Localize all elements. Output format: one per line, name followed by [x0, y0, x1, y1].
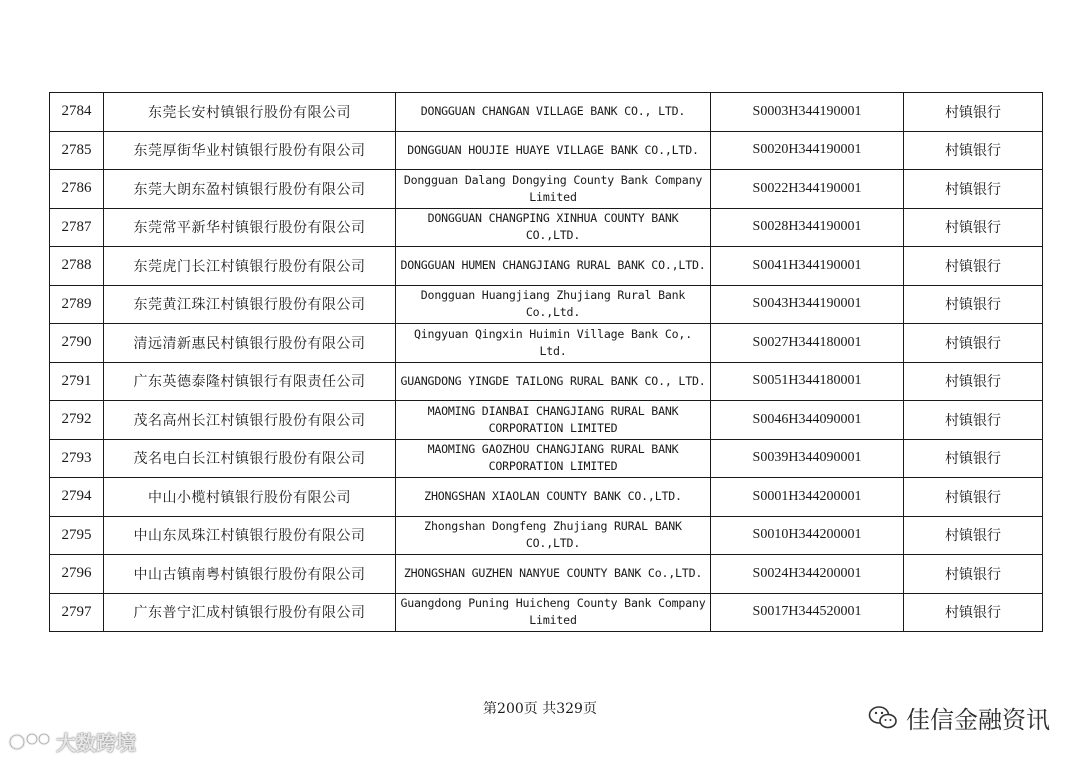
institution-type-cell: 村镇银行: [904, 285, 1043, 324]
row-index-cell: 2794: [50, 478, 104, 517]
institution-type-cell: 村镇银行: [904, 516, 1043, 555]
bank-name-cn-cell: 中山东凤珠江村镇银行股份有限公司: [104, 516, 396, 555]
row-index-cell: 2793: [50, 439, 104, 478]
institution-type-cell: 村镇银行: [904, 324, 1043, 363]
institution-type-cell: 村镇银行: [904, 401, 1043, 440]
row-index-cell: 2797: [50, 593, 104, 632]
row-index-cell: 2786: [50, 170, 104, 209]
bank-name-en-cell: ZHONGSHAN GUZHEN NANYUE COUNTY BANK Co.,LTD.: [396, 555, 711, 594]
bank-name-cn-cell: 茂名电白长江村镇银行股份有限公司: [104, 439, 396, 478]
table-body: [50, 93, 1043, 632]
institution-type-cell: 村镇银行: [904, 93, 1043, 132]
bank-name-en-cell: GUANGDONG YINGDE TAILONG RURAL BANK CO., LTD.: [396, 362, 711, 401]
wechat-watermark: [868, 700, 1050, 735]
brand-logo-icon: [8, 731, 52, 753]
bank-registry-table: [49, 92, 1043, 632]
bank-name-en-cell: DONGGUAN HUMEN CHANGJIANG RURAL BANK CO.,LTD.: [396, 247, 711, 286]
bank-name-cn-cell: 东莞长安村镇银行股份有限公司: [104, 93, 396, 132]
bank-name-cn-cell: 中山古镇南粤村镇银行股份有限公司: [104, 555, 396, 594]
table-row: [50, 555, 1043, 594]
table-row: [50, 593, 1043, 632]
table-row: [50, 439, 1043, 478]
bank-name-en-cell: MAOMING GAOZHOU CHANGJIANG RURAL BANK CORPORATION LIMITED: [396, 439, 711, 478]
bank-name-cn-cell: 东莞虎门长江村镇银行股份有限公司: [104, 247, 396, 286]
institution-code-cell: S0020H344190001: [711, 131, 904, 170]
row-index-cell: 2795: [50, 516, 104, 555]
institution-code-cell: S0039H344090001: [711, 439, 904, 478]
table-row: [50, 362, 1043, 401]
institution-type-cell: 村镇银行: [904, 555, 1043, 594]
bank-name-en-cell: DONGGUAN CHANGAN VILLAGE BANK CO., LTD.: [396, 93, 711, 132]
institution-code-cell: S0041H344190001: [711, 247, 904, 286]
bank-name-cn-cell: 广东普宁汇成村镇银行股份有限公司: [104, 593, 396, 632]
institution-type-cell: 村镇银行: [904, 208, 1043, 247]
institution-code-cell: S0027H344180001: [711, 324, 904, 363]
row-index-cell: 2784: [50, 93, 104, 132]
wechat-icon: [868, 705, 898, 731]
bank-name-cn-cell: 东莞厚街华业村镇银行股份有限公司: [104, 131, 396, 170]
bank-name-cn-cell: 茂名高州长江村镇银行股份有限公司: [104, 401, 396, 440]
bank-name-cn-cell: 广东英德泰隆村镇银行有限责任公司: [104, 362, 396, 401]
institution-code-cell: S0017H344520001: [711, 593, 904, 632]
institution-type-cell: 村镇银行: [904, 478, 1043, 517]
row-index-cell: 2789: [50, 285, 104, 324]
institution-code-cell: S0003H344190001: [711, 93, 904, 132]
institution-code-cell: S0028H344190001: [711, 208, 904, 247]
row-index-cell: 2787: [50, 208, 104, 247]
bank-name-cn-cell: 东莞大朗东盈村镇银行股份有限公司: [104, 170, 396, 209]
row-index-cell: 2796: [50, 555, 104, 594]
institution-code-cell: S0001H344200001: [711, 478, 904, 517]
site-watermark-text: 大数跨境: [56, 731, 136, 755]
institution-type-cell: 村镇银行: [904, 131, 1043, 170]
institution-type-cell: 村镇银行: [904, 362, 1043, 401]
bank-name-en-cell: Dongguan Dalang Dongying County Bank Company Limited: [396, 170, 711, 209]
row-index-cell: 2792: [50, 401, 104, 440]
bank-name-en-cell: Guangdong Puning Huicheng County Bank Company Limited: [396, 593, 711, 632]
table-row: [50, 170, 1043, 209]
table-row: [50, 285, 1043, 324]
site-watermark: [8, 727, 136, 756]
institution-code-cell: S0043H344190001: [711, 285, 904, 324]
bank-name-cn-cell: 中山小榄村镇银行股份有限公司: [104, 478, 396, 517]
bank-name-en-cell: DONGGUAN HOUJIE HUAYE VILLAGE BANK CO.,LTD.: [396, 131, 711, 170]
institution-code-cell: S0022H344190001: [711, 170, 904, 209]
table-row: [50, 208, 1043, 247]
bank-name-en-cell: Zhongshan Dongfeng Zhujiang RURAL BANK CO.,LTD.: [396, 516, 711, 555]
bank-name-en-cell: MAOMING DIANBAI CHANGJIANG RURAL BANK CORPORATION LIMITED: [396, 401, 711, 440]
row-index-cell: 2790: [50, 324, 104, 363]
table-row: [50, 247, 1043, 286]
row-index-cell: 2788: [50, 247, 104, 286]
page-number: 第200页 共329页: [483, 701, 597, 717]
bank-name-en-cell: ZHONGSHAN XIAOLAN COUNTY BANK CO.,LTD.: [396, 478, 711, 517]
institution-code-cell: S0024H344200001: [711, 555, 904, 594]
bank-name-en-cell: Dongguan Huangjiang Zhujiang Rural Bank Co.,Ltd.: [396, 285, 711, 324]
table-row: [50, 93, 1043, 132]
row-index-cell: 2785: [50, 131, 104, 170]
institution-code-cell: S0046H344090001: [711, 401, 904, 440]
bank-name-cn-cell: 东莞黄江珠江村镇银行股份有限公司: [104, 285, 396, 324]
table-row: [50, 401, 1043, 440]
institution-code-cell: S0010H344200001: [711, 516, 904, 555]
table-row: [50, 478, 1043, 517]
institution-code-cell: S0051H344180001: [711, 362, 904, 401]
bank-name-en-cell: Qingyuan Qingxin Huimin Village Bank Co,. Ltd.: [396, 324, 711, 363]
table-row: [50, 131, 1043, 170]
table-row: [50, 516, 1043, 555]
institution-type-cell: 村镇银行: [904, 593, 1043, 632]
bank-name-cn-cell: 清远清新惠民村镇银行股份有限公司: [104, 324, 396, 363]
table-row: [50, 324, 1043, 363]
wechat-account-name: 佳信金融资讯: [906, 706, 1050, 734]
bank-name-en-cell: DONGGUAN CHANGPING XINHUA COUNTY BANK CO.,LTD.: [396, 208, 711, 247]
institution-type-cell: 村镇银行: [904, 170, 1043, 209]
institution-type-cell: 村镇银行: [904, 439, 1043, 478]
bank-name-cn-cell: 东莞常平新华村镇银行股份有限公司: [104, 208, 396, 247]
row-index-cell: 2791: [50, 362, 104, 401]
institution-type-cell: 村镇银行: [904, 247, 1043, 286]
